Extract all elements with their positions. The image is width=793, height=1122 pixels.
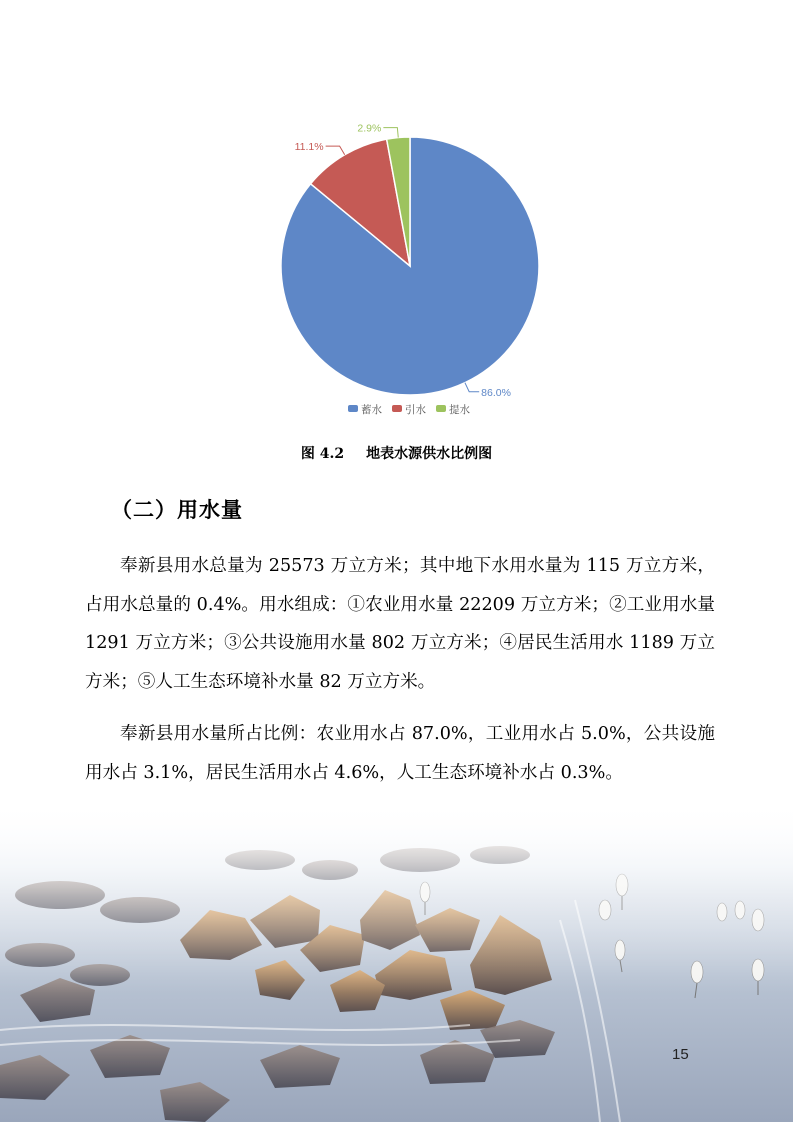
figure-number: 图 4.2 <box>300 446 345 462</box>
decorative-photo-lake-egrets <box>0 800 793 1122</box>
legend-label-ti-shui: 提水 <box>449 404 470 416</box>
page-number: 15 <box>672 1046 689 1063</box>
section-heading: （二）用水量 <box>111 498 243 522</box>
pie-data-label-yin-shui: 11.1% <box>294 141 324 154</box>
pie-data-label-ti-shui: 2.9% <box>357 122 382 135</box>
paragraph-water-total: 奉新县用水总量为 25573 万立方米；其中地下水用水量为 115 万立方米，占用水总量的 0.4%。用水组成：①农业用水量 22209 万立方米；②工业用水量 1291 万立方米；③公共设施用水量 802 万立方米；④居民生活用水 1189 万立方米；⑤人工生态环境补水量 82 万立方米。 <box>85 556 715 692</box>
figure-caption <box>0 443 793 463</box>
legend-swatch-ti-shui <box>436 405 446 412</box>
chart-legend <box>348 403 470 416</box>
pie-leader-line-xu-shui <box>465 383 479 392</box>
paragraph-water-ratio: 奉新县用水量所占比例：农业用水占 87.0%，工业用水占 5.0%，公共设施用水占 3.1%，居民生活用水占 4.6%，人工生态环境补水占 0.3%。 <box>85 724 715 783</box>
legend-label-yin-shui: 引水 <box>405 404 426 416</box>
legend-swatch-xu-shui <box>348 405 358 412</box>
pie-leader-line-yin-shui <box>326 146 345 155</box>
pie-slices <box>281 137 539 395</box>
figure-title: 地表水源供水比例图 <box>366 446 493 462</box>
legend-swatch-yin-shui <box>392 405 402 412</box>
pie-leader-line-ti-shui <box>383 128 398 138</box>
pie-chart <box>0 0 793 430</box>
pie-data-label-xu-shui: 86.0% <box>481 386 511 399</box>
legend-label-xu-shui: 蓄水 <box>361 404 382 416</box>
